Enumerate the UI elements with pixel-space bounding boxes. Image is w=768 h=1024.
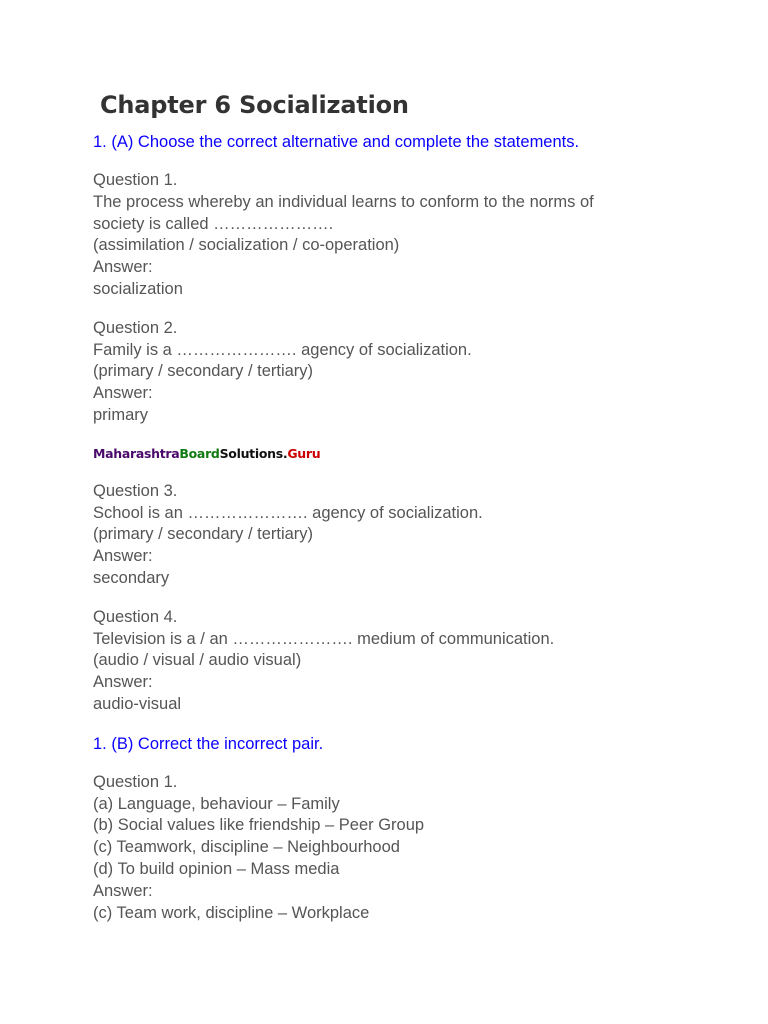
question-block [93,318,733,427]
question-options: (primary / secondary / tertiary) [93,362,314,381]
page-title: Chapter 6 Socialization [100,91,409,119]
question-block [93,481,733,590]
watermark-part: Solutions. [219,445,288,461]
answer-text: (c) Team work, discipline – Workplace [93,903,370,922]
question-text: The process whereby an individual learns to conform to the norms of [93,192,594,211]
question-text: society is called …………………. [93,214,334,233]
question-text: School is an …………………. agency of socialization. [93,503,483,522]
question-text: Television is a / an …………………. medium of communication. [93,629,555,648]
question-block [93,772,733,925]
answer-label: Answer: [93,258,153,277]
question-options: (assimilation / socialization / co-operation) [93,236,400,255]
section-a-heading: 1. (A) Choose the correct alternative and complete the statements. [93,133,580,151]
document-page [93,88,733,924]
pair-item: (d) To build opinion – Mass media [93,859,340,878]
question-label: Question 2. [93,318,178,337]
question-options: (audio / visual / audio visual) [93,651,302,670]
answer-text: primary [93,405,149,424]
pair-item: (c) Teamwork, discipline – Neighbourhood [93,838,400,857]
question-label: Question 3. [93,481,178,500]
watermark-part: Guru [287,445,321,461]
answer-label: Answer: [93,673,153,692]
section-b-heading: 1. (B) Correct the incorrect pair. [93,734,324,753]
question-label: Question 4. [93,607,178,626]
question-label: Question 1. [93,772,178,791]
question-text: Family is a …………………. agency of socialization. [93,340,472,359]
pair-item: (a) Language, behaviour – Family [93,794,340,813]
question-block [93,170,733,301]
answer-label: Answer: [93,547,153,566]
question-label: Question 1. [93,171,178,189]
pair-item: (b) Social values like friendship – Peer Group [93,816,425,835]
answer-text: socialization [93,279,183,298]
question-block [93,607,733,716]
answer-label: Answer: [93,384,153,403]
site-watermark [93,444,733,464]
question-options: (primary / secondary / tertiary) [93,525,314,544]
answer-label: Answer: [93,881,153,900]
watermark-part: Board [179,445,220,461]
answer-text: audio-visual [93,694,182,713]
watermark-part: Maharashtra [93,445,180,461]
answer-text: secondary [93,568,170,587]
